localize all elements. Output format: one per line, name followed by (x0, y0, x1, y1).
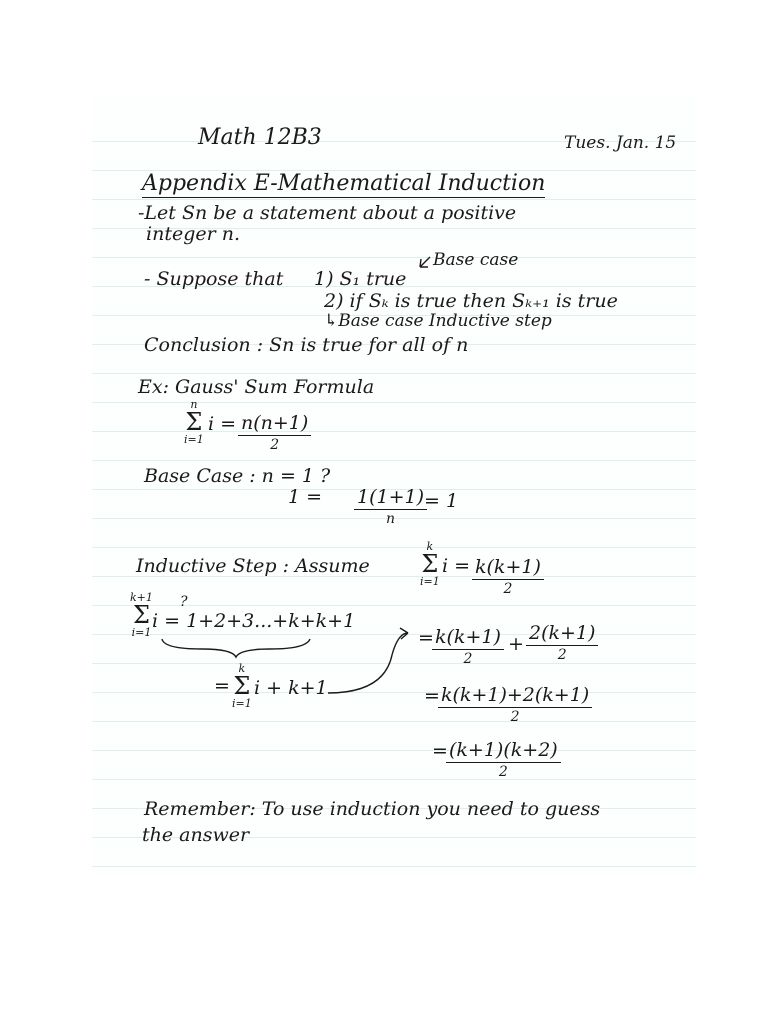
base-case-note: Base case (433, 250, 519, 270)
step1-plus: + (508, 633, 524, 655)
remember-line-2: the answer (142, 824, 250, 846)
suppose-item-2: 2) if Sₖ is true then Sₖ₊₁ is true (324, 290, 618, 312)
regroup-sigma-lower: i=1 (232, 697, 252, 710)
step1-denominator-a: 2 (463, 651, 473, 667)
intro-line-1: -Let Sn be a statement about a positive (138, 202, 517, 224)
page-title: Math 12B3 (198, 125, 322, 150)
conclusion-line: Conclusion : Sn is true for all of n (144, 334, 469, 356)
expand-sigma-lower: i=1 (131, 626, 152, 639)
underbrace-icon (162, 639, 310, 657)
gauss-sigma-body: i = (208, 413, 237, 435)
suppose-item-2-note: ↳Base case Inductive step (324, 311, 552, 331)
expand-question: ? (180, 594, 188, 610)
suppose-item-1: 1) S₁ true (314, 268, 407, 290)
expand-body: i = 1+2+3...+k+k+1 (152, 610, 356, 632)
base-case-arrow-icon (420, 257, 430, 267)
gauss-denominator: 2 (270, 437, 280, 453)
step3-numerator: (k+1)(k+2) (446, 739, 561, 763)
suppose-lead: - Suppose that (144, 268, 284, 290)
base-case-lhs: 1 = (288, 486, 323, 508)
base-case-denominator: n (385, 511, 396, 527)
step3-denominator: 2 (498, 764, 508, 780)
expand-sigma-upper: k+1 (130, 591, 153, 604)
sigma-icon: Σ (421, 550, 439, 578)
remember-line-1: Remember: To use induction you need to guess (144, 798, 601, 820)
section-title: Appendix E-Mathematical Induction (142, 171, 546, 196)
hand-drawn-marks (92, 95, 696, 875)
intro-line-2: integer n. (146, 223, 240, 245)
curved-arrow-icon (328, 633, 408, 693)
step1-denominator-b: 2 (557, 647, 567, 663)
notebook-page (92, 95, 696, 875)
example-heading: Ex: Gauss' Sum Formula (138, 376, 375, 398)
base-case-heading: Base Case : n = 1 ? (144, 465, 331, 487)
step1-numerator-b: 2(k+1) (526, 622, 598, 646)
inductive-heading: Inductive Step : Assume (136, 555, 370, 577)
inductive-sigma-body: i = (442, 555, 471, 577)
gauss-sigma-upper: n (190, 398, 198, 411)
step1-numerator-a: k(k+1) (432, 626, 504, 650)
inductive-sigma-lower: i=1 (420, 575, 440, 588)
gauss-numerator: n(n+1) (238, 412, 311, 436)
inductive-denominator: 2 (503, 581, 513, 597)
step3-equals: = (432, 740, 448, 762)
base-case-numerator: 1(1+1) (354, 486, 427, 510)
regroup-body: i + k+1 (254, 677, 328, 699)
step2-numerator: k(k+1)+2(k+1) (438, 684, 592, 708)
regroup-equals: = (214, 675, 230, 697)
step1-equals: = (418, 627, 434, 649)
step2-denominator: 2 (510, 709, 520, 725)
step2-equals: = (424, 685, 440, 707)
gauss-sigma-lower: i=1 (184, 433, 204, 446)
regroup-sigma-upper: k (238, 662, 246, 675)
base-case-result: = 1 (424, 490, 459, 512)
inductive-sigma-upper: k (426, 540, 434, 553)
sigma-icon: Σ (185, 408, 203, 436)
sigma-icon: Σ (132, 601, 150, 629)
inductive-numerator: k(k+1) (472, 556, 544, 580)
sigma-icon: Σ (233, 672, 251, 700)
date-label: Tues. Jan. 15 (564, 133, 677, 153)
